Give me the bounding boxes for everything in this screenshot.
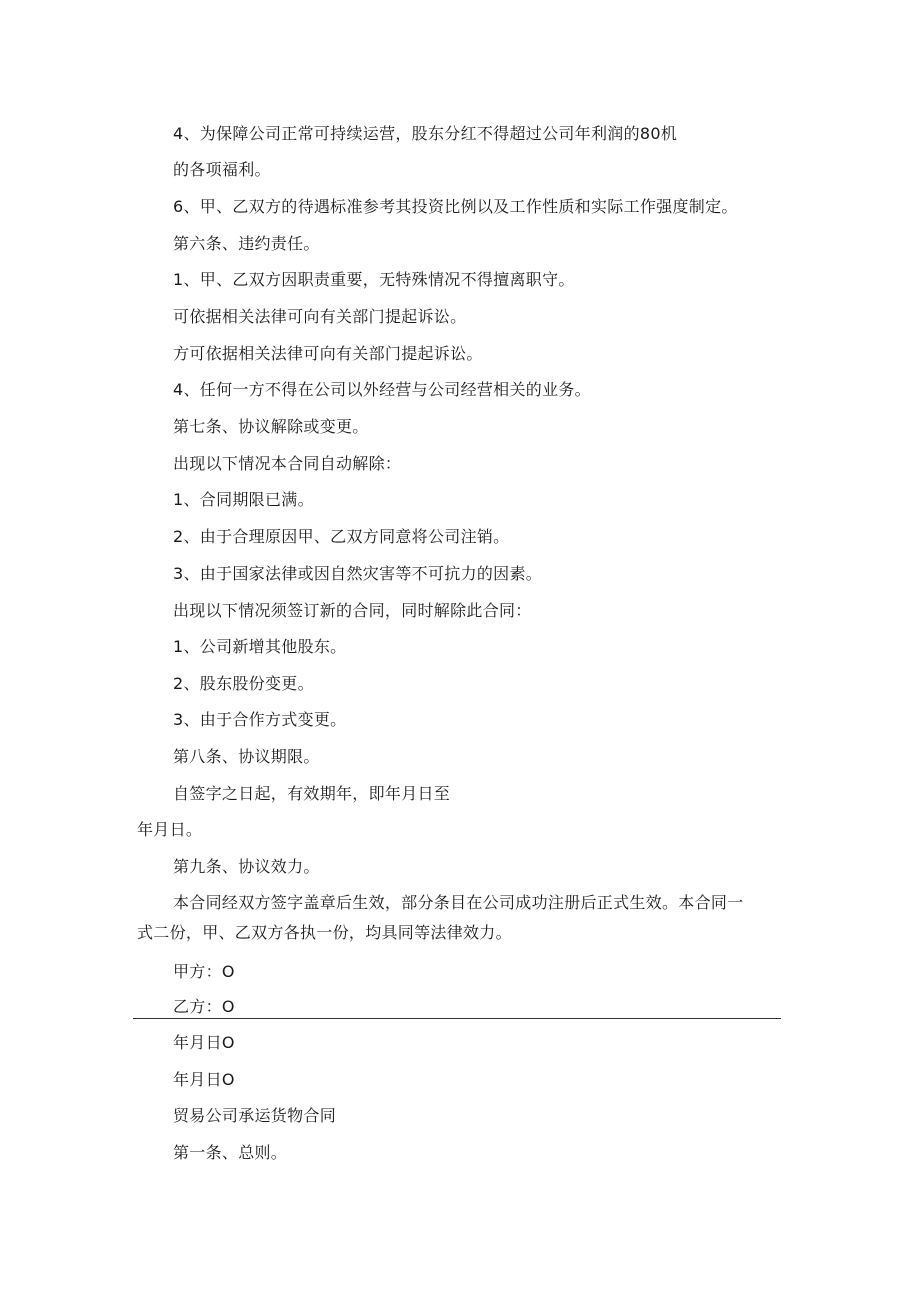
clause-duty: 1、甲、乙双方因职责重要，无特殊情况不得擅离职守。 [173, 270, 575, 289]
new-contract-intro: 出现以下情况须签订新的合同，同时解除此合同： [173, 601, 532, 620]
term-end: 年月日。 [137, 820, 203, 839]
termination-item-1: 1、合同期限已满。 [173, 490, 314, 509]
article-9-heading: 第九条、协议效力。 [173, 857, 320, 876]
clause-non-compete: 4、任何一方不得在公司以外经营与公司经营相关的业务。 [173, 380, 591, 399]
auto-termination-intro: 出现以下情况本合同自动解除： [173, 454, 402, 473]
party-a-signature: 甲方：O [173, 962, 235, 981]
article-8-heading: 第八条、协议期限。 [173, 747, 320, 766]
clause-benefits: 的各项福利。 [173, 160, 271, 179]
party-b-signature: 乙方：O [173, 997, 235, 1016]
article-6-heading: 第六条、违约责任。 [173, 234, 320, 253]
signature-divider [133, 1018, 781, 1019]
article-1-heading: 第一条、总则。 [173, 1143, 288, 1162]
term-start: 自签字之日起，有效期年，即年月日至 [173, 784, 451, 803]
termination-item-3: 3、由于国家法律或因自然灾害等不可抗力的因素。 [173, 564, 543, 583]
date-line-2: 年月日O [173, 1070, 235, 1089]
new-contract-item-2: 2、股东股份变更。 [173, 674, 314, 693]
validity-text-1: 本合同经双方签字盖章后生效，部分条目在公司成功注册后正式生效。本合同一 [173, 893, 744, 912]
termination-item-2: 2、由于合理原因甲、乙双方同意将公司注销。 [173, 527, 510, 546]
next-contract-title: 贸易公司承运货物合同 [173, 1106, 337, 1125]
clause-salary-standard: 6、甲、乙双方的待遇标准参考其投资比例以及工作性质和实际工作强度制定。 [173, 197, 738, 216]
clause-litigation-1: 可依据相关法律可向有关部门提起诉讼。 [173, 307, 467, 326]
new-contract-item-1: 1、公司新增其他股东。 [173, 637, 347, 656]
date-line-1: 年月日O [173, 1033, 235, 1052]
article-7-heading: 第七条、协议解除或变更。 [173, 417, 369, 436]
new-contract-item-3: 3、由于合作方式变更。 [173, 710, 347, 729]
validity-text-2: 式二份，甲、乙双方各执一份，均具同等法律效力。 [137, 923, 512, 942]
clause-litigation-2: 方可依据相关法律可向有关部门提起诉讼。 [173, 344, 483, 363]
clause-dividend-limit: 4、为保障公司正常可持续运营，股东分红不得超过公司年利润的80机 [173, 124, 678, 143]
